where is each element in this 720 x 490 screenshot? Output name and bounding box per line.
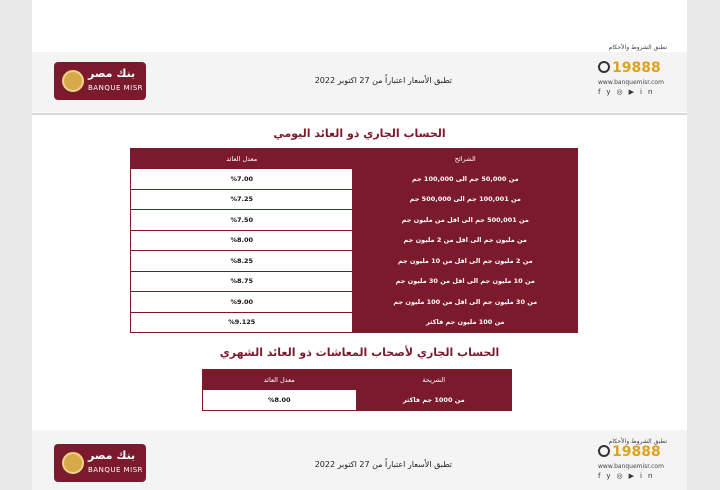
logo-english-text: BANQUE MISR [88, 466, 144, 474]
logo-arabic-text: بنك مصر [88, 449, 136, 462]
rates-effective-date: تطبق الأسعار اعتباراً من 27 اكتوبر 2022 [314, 460, 452, 469]
twitter-icon: y [606, 88, 617, 96]
website-url: www.banquemisr.com [598, 463, 664, 470]
header-divider [32, 113, 687, 115]
table-row [131, 312, 578, 333]
tier-cell: من 1000 جم فاكثر [356, 390, 512, 411]
rate-cell: %9.125 [131, 312, 353, 333]
facebook-icon: f [598, 472, 607, 480]
tier-cell: من 500,001 جم الى اقل من مليون جم [353, 210, 578, 231]
phone-icon [598, 61, 610, 73]
rate-cell: %8.25 [131, 251, 353, 272]
daily-table-title: الحساب الجاري ذو العائد اليومي [273, 127, 446, 140]
website-url: www.banquemisr.com [598, 79, 664, 86]
table-row [131, 189, 578, 210]
tier-cell: من 30 مليون جم الى اقل من 100 مليون جم [353, 292, 578, 313]
linkedin-icon: in [640, 88, 659, 96]
social-icons [598, 88, 658, 96]
tier-cell: من 100,001 جم الى 500,000 جم [353, 189, 578, 210]
instagram-icon: ◎ [616, 88, 629, 96]
rate-cell: %8.75 [131, 271, 353, 292]
header-band [32, 44, 687, 112]
tier-cell: من 50,000 جم الى 100,000 جم [353, 169, 578, 190]
rate-column-header: معدل العائد [203, 370, 357, 390]
daily-rates-table [130, 148, 578, 333]
rate-column-header: معدل العائد [131, 149, 353, 169]
monthly-table-title: الحساب الجاري لأصحاب المعاشات ذو العائد الشهري [219, 346, 500, 359]
rate-cell: %8.00 [203, 390, 357, 411]
facebook-icon: f [598, 88, 607, 96]
tier-cell: من 2 مليون جم الى اقل من 10 مليون جم [353, 251, 578, 272]
table-row [131, 169, 578, 190]
social-icons [598, 472, 658, 480]
youtube-icon: ▶ [628, 88, 640, 96]
youtube-icon: ▶ [628, 472, 640, 480]
document-page [32, 0, 687, 489]
hotline-number: 19888 [598, 60, 661, 76]
footer-band [32, 430, 687, 490]
rate-cell: %8.00 [131, 230, 353, 251]
table-row [203, 390, 512, 411]
rate-cell: %7.00 [131, 169, 353, 190]
table-row [131, 230, 578, 251]
table-row [131, 271, 578, 292]
table-row [131, 251, 578, 272]
tier-cell: من 10 مليون جم الى اقل من 30 مليون جم [353, 271, 578, 292]
terms-note: تطبق الشروط والأحكام [608, 44, 667, 51]
hotline-number: 19888 [598, 444, 661, 460]
table-row [131, 210, 578, 231]
linkedin-icon: in [640, 472, 659, 480]
logo-arabic-text: بنك مصر [88, 67, 136, 80]
twitter-icon: y [606, 472, 617, 480]
rates-effective-date: تطبق الأسعار اعتباراً من 27 اكتوبر 2022 [314, 76, 452, 85]
monthly-rates-table [202, 369, 512, 411]
table-row [131, 292, 578, 313]
rate-cell: %7.25 [131, 189, 353, 210]
tier-column-header: الشريحة [356, 370, 512, 390]
tier-column-header: الشرائح [353, 149, 578, 169]
terms-note: تطبق الشروط والأحكام [608, 438, 667, 445]
logo-english-text: BANQUE MISR [88, 84, 144, 92]
rate-cell: %9.00 [131, 292, 353, 313]
phone-icon [598, 445, 610, 457]
table-header-row [131, 149, 578, 169]
tier-cell: من 100 مليون جم فاكثر [353, 312, 578, 333]
table-header-row [203, 370, 512, 390]
rate-cell: %7.50 [131, 210, 353, 231]
instagram-icon: ◎ [616, 472, 629, 480]
tier-cell: من مليون جم الى اقل من 2 مليون جم [353, 230, 578, 251]
